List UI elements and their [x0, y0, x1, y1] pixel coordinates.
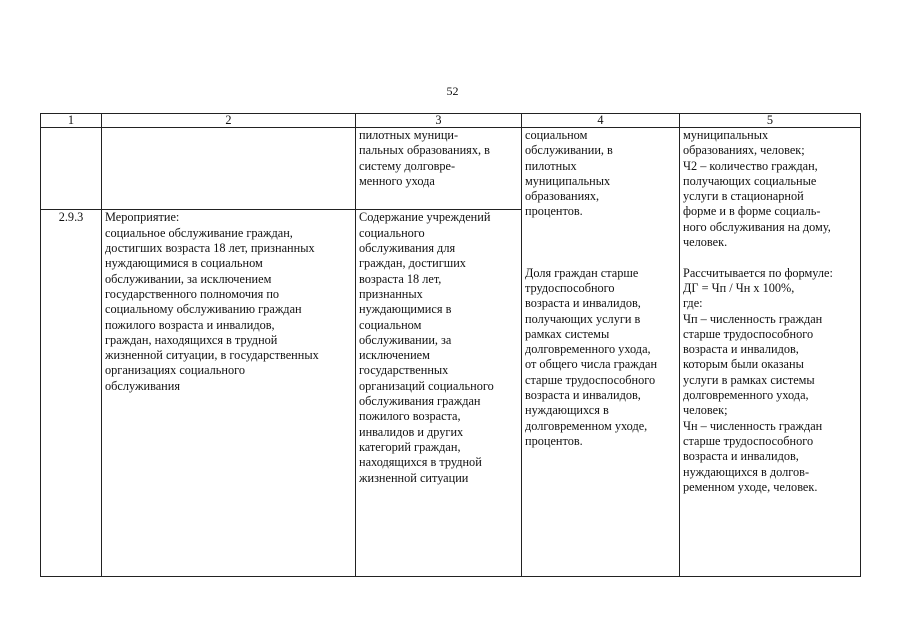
text-line: процентов.: [525, 204, 583, 219]
text-line: долговременного ухода,: [683, 388, 809, 403]
table-row: [41, 128, 861, 210]
indicator-cell: [522, 128, 680, 577]
text-line: государственных: [359, 363, 449, 378]
text-line: организаций социального: [359, 378, 494, 393]
text-line: старше трудоспособного: [525, 372, 656, 387]
spacer: [525, 250, 676, 265]
text-line: возраста и инвалидов,: [683, 342, 799, 357]
text-line: пожилого возраста и инвалидов,: [105, 317, 275, 332]
text-line: старше трудоспособного: [683, 326, 814, 341]
text-line: где:: [683, 296, 703, 311]
text-line: Содержание учреждений: [359, 210, 491, 225]
text-line: Ч2 – количество граждан,: [683, 158, 818, 173]
text-line: нуждающимися в социальном: [105, 256, 263, 271]
text-line: ного обслуживания на дому,: [683, 219, 831, 234]
text-line: возраста и инвалидов,: [525, 296, 641, 311]
formula-cell: [680, 128, 861, 577]
text-line: от общего числа граждан: [525, 357, 658, 372]
spacer: [525, 220, 676, 235]
column-header: 1: [41, 114, 102, 128]
text-line: рамках системы: [525, 326, 610, 341]
text-line: долговременном уходе,: [525, 418, 648, 433]
text-line: образованиях,: [525, 189, 600, 204]
text-line: социального: [359, 225, 425, 240]
column-header: 5: [680, 114, 861, 128]
text-line: социальном: [525, 128, 588, 142]
text-line: долговременного ухода,: [525, 342, 651, 357]
text-line: человек;: [683, 403, 728, 418]
text-line: возраста и инвалидов,: [525, 388, 641, 403]
text-line: пожилого возраста,: [359, 409, 461, 424]
indicators-table: [40, 113, 861, 577]
spacer: [683, 250, 857, 265]
text-line: обслуживания граждан: [359, 394, 481, 409]
text-line: жизненной ситуации: [359, 470, 469, 485]
text-line: услуги в стационарной: [683, 189, 804, 204]
text-line: признанных: [359, 286, 423, 301]
row-number-cell: 2.9.3: [41, 210, 102, 577]
text-line: жизненной ситуации, в государственных: [105, 348, 319, 363]
text-line: граждан, находящихся в трудной: [105, 332, 278, 347]
text-line: нуждающимися в: [359, 302, 452, 317]
text-line: обслуживании, за: [359, 332, 452, 347]
text-line: возраста 18 лет,: [359, 271, 442, 286]
text-line: граждан, достигших: [359, 256, 466, 271]
text-line: организациях социального: [105, 363, 246, 378]
text-line: Чн – численность граждан: [683, 418, 823, 433]
text-line: пилотных муници-: [359, 128, 459, 142]
text-line: нуждающихся в: [525, 403, 609, 418]
text-line: пилотных: [525, 158, 577, 173]
spacer: [525, 235, 676, 250]
text-line: социальное обслуживание граждан,: [105, 225, 293, 240]
page-number: 52: [446, 84, 459, 98]
row-number-cell: [41, 128, 102, 210]
column-header: 4: [522, 114, 680, 128]
text-line: ДГ = Чп / Чн х 100%,: [683, 280, 795, 295]
text-line: обслуживания для: [359, 241, 456, 256]
text-line: пальных образованиях, в: [359, 143, 490, 158]
text-line: образованиях, человек;: [683, 143, 805, 158]
text-line: социальном: [359, 317, 422, 332]
text-line: трудоспособного: [525, 280, 615, 295]
text-line: инвалидов и других: [359, 424, 464, 439]
text-line: получающих социальные: [683, 173, 817, 188]
text-line: категорий граждан,: [359, 439, 461, 454]
column-header: 3: [356, 114, 522, 128]
text-line: процентов.: [525, 433, 583, 448]
text-line: Доля граждан старше: [525, 265, 639, 280]
text-line: социальному обслуживанию граждан: [105, 302, 302, 317]
text-line: Мероприятие:: [105, 210, 180, 225]
text-line: находящихся в трудной: [359, 455, 482, 470]
text-line: старше трудоспособного: [683, 433, 814, 448]
text-line: систему долговре-: [359, 158, 456, 173]
text-line: человек.: [683, 235, 728, 250]
text-line: нуждающихся в долгов-: [683, 464, 810, 479]
text-line: государственного полномочия по: [105, 286, 280, 301]
text-line: менного ухода: [359, 173, 435, 188]
text-line: обслуживании, за исключением: [105, 271, 272, 286]
text-line: ременном уходе, человек.: [683, 479, 818, 494]
content-cell: [356, 210, 522, 577]
text-line: получающих услуги в: [525, 311, 641, 326]
text-line: которым были оказаны: [683, 357, 804, 372]
text-line: форме и в форме социаль-: [683, 204, 821, 219]
text-line: достигших возраста 18 лет, признанных: [105, 241, 315, 256]
table-header-row: [41, 114, 861, 128]
text-line: обслуживания: [105, 378, 180, 393]
text-line: Рассчитывается по формуле:: [683, 265, 833, 280]
description-cell: [102, 128, 356, 210]
description-cell: [102, 210, 356, 577]
column-header: 2: [102, 114, 356, 128]
text-line: муниципальных: [525, 173, 611, 188]
text-line: услуги в рамках системы: [683, 372, 815, 387]
text-line: обслуживании, в: [525, 143, 613, 158]
text-line: муниципальных: [683, 128, 769, 142]
content-cell: [356, 128, 522, 210]
text-line: исключением: [359, 348, 430, 363]
text-line: Чп – численность граждан: [683, 311, 823, 326]
text-line: возраста и инвалидов,: [683, 449, 799, 464]
